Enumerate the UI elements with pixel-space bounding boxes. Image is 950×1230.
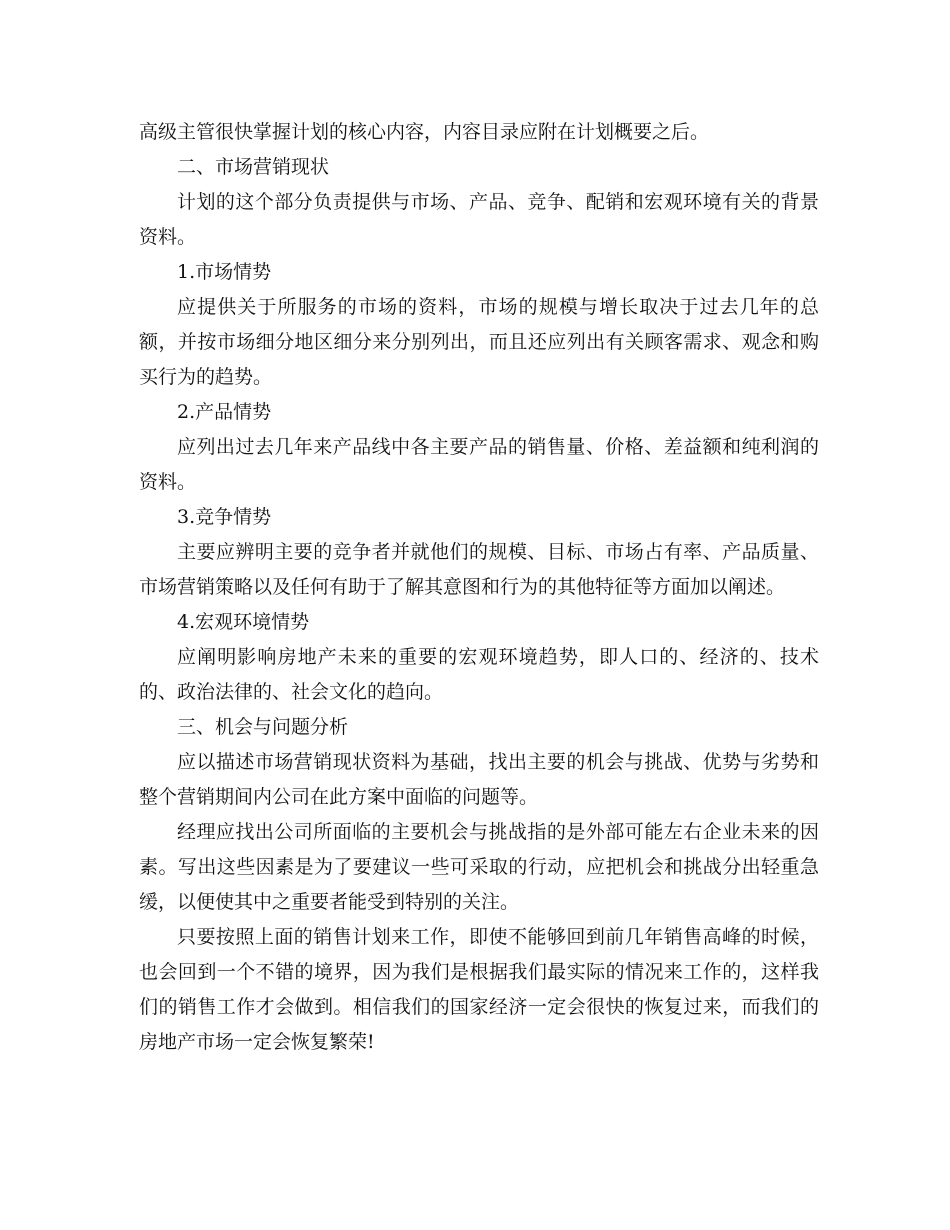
paragraph-conclusion: 只要按照上面的销售计划来工作，即使不能够回到前几年销售高峰的时候，也会回到一个不错的境界，因为我们是根据我们最实际的情况来工作的，这样我们的销售工作才会做到。相信我们的国家经济一定会很快的恢复过来，而我们的房地产市场一定会恢复繁荣! bbox=[139, 926, 819, 1053]
subheading-macro-environment: 4.宏观环境情势 bbox=[177, 611, 310, 633]
subheading-market-situation: 1.市场情势 bbox=[177, 261, 272, 283]
paragraph-macro-environment: 应阐明影响房地产未来的重要的宏观环境趋势，即人口的、经济的、技术的、政治法律的、社会文化的趋向。 bbox=[139, 646, 819, 703]
document-body bbox=[139, 115, 819, 1060]
paragraph-market-situation: 应提供关于所服务的市场的资料，市场的规模与增长取决于过去几年的总额，并按市场细分地区细分来分别列出，而且还应列出有关顾客需求、观念和购买行为的趋势。 bbox=[139, 296, 819, 388]
paragraph-market-status-intro: 计划的这个部分负责提供与市场、产品、竞争、配销和宏观环境有关的背景资料。 bbox=[139, 191, 819, 248]
section-heading-opportunity-analysis: 三、机会与问题分析 bbox=[177, 716, 349, 738]
paragraph-competition-situation: 主要应辨明主要的竞争者并就他们的规模、目标、市场占有率、产品质量、市场营销策略以及任何有助于了解其意图和行为的其他特征等方面加以阐述。 bbox=[139, 541, 819, 598]
paragraph-manager-factors: 经理应找出公司所面临的主要机会与挑战指的是外部可能左右企业未来的因素。写出这些因素是为了要建议一些可采取的行动，应把机会和挑战分出轻重急缓，以便使其中之重要者能受到特别的关注。 bbox=[139, 821, 819, 913]
section-heading-market-status: 二、市场营销现状 bbox=[177, 156, 330, 178]
subheading-competition-situation: 3.竞争情势 bbox=[177, 506, 272, 528]
paragraph-opportunity-analysis: 应以描述市场营销现状资料为基础，找出主要的机会与挑战、优势与劣势和整个营销期间内公司在此方案中面临的问题等。 bbox=[139, 751, 819, 808]
paragraph-continuation: 高级主管很快掌握计划的核心内容，内容目录应附在计划概要之后。 bbox=[139, 121, 710, 143]
paragraph-product-situation: 应列出过去几年来产品线中各主要产品的销售量、价格、差益额和纯利润的资料。 bbox=[139, 436, 819, 493]
subheading-product-situation: 2.产品情势 bbox=[177, 401, 272, 423]
